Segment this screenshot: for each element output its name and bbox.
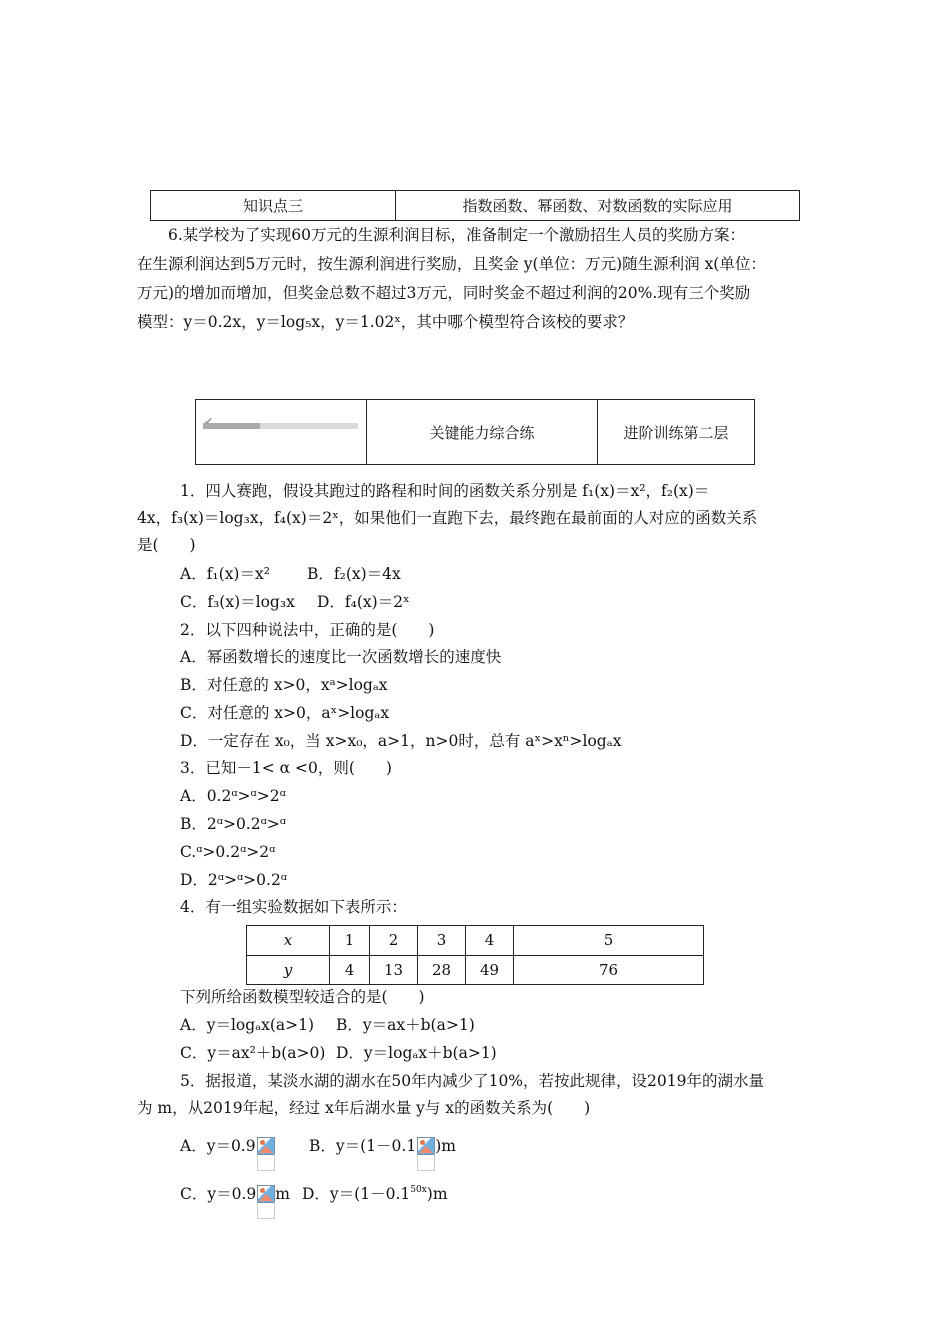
section-title: 关键能力综合练 bbox=[367, 400, 598, 465]
table-cell: 2 bbox=[370, 926, 418, 956]
q2-stem: 2．以下四种说法中，正确的是( ) bbox=[180, 621, 435, 639]
q2-option-a: A．幂函数增长的速度比一次函数增长的速度快 bbox=[180, 648, 502, 666]
problem6-line4: 模型：y＝0.2x，y＝log₅x，y＝1.02ˣ，其中哪个模型符合该校的要求？ bbox=[137, 313, 634, 331]
q5-option-d-exponent: 50x bbox=[410, 1185, 427, 1195]
table-row bbox=[247, 955, 704, 985]
problem6-line1: 6.某学校为了实现60万元的生源利润目标，准备制定一个激励招生人员的奖励方案： bbox=[168, 226, 746, 244]
broken-image-icon bbox=[417, 1137, 435, 1171]
table-cell: 4 bbox=[466, 926, 514, 956]
table-cell: 49 bbox=[466, 955, 514, 985]
table-cell: 1 bbox=[330, 926, 370, 956]
q5-option-d bbox=[302, 1184, 448, 1204]
q5-option-c bbox=[180, 1184, 290, 1219]
q5-option-c-text: C．y＝0.9 bbox=[180, 1185, 257, 1203]
q5-option-d-text: D．y＝(1－0.1 bbox=[302, 1185, 411, 1203]
q3-option-c: C.ᵅ>0.2ᵅ>2ᵅ bbox=[180, 843, 276, 861]
q5-line1: 5．据报道，某淡水湖的湖水在50年内减少了10%，若按此规律，设2019年的湖水量 bbox=[180, 1072, 764, 1090]
q4-data-table bbox=[246, 925, 704, 985]
section-level: 进阶训练第二层 bbox=[598, 400, 755, 465]
q3-option-a: A．0.2ᵅ>ᵅ>2ᵅ bbox=[180, 787, 286, 805]
practice-banner-table bbox=[195, 399, 755, 465]
q2-option-c: C．对任意的 x>0，aˣ>logₐx bbox=[180, 704, 390, 722]
q1-line2: 4x，f₃(x)＝log₃x，f₄(x)＝2ˣ，如果他们一直跑下去，最终跑在最前面的人对应的函数关系 bbox=[137, 509, 758, 527]
knowledge-point-table bbox=[150, 190, 800, 221]
broken-image-icon bbox=[257, 1185, 275, 1219]
table-cell: 28 bbox=[418, 955, 466, 985]
table-header-y: y bbox=[247, 955, 330, 985]
q2-option-b: B．对任意的 x>0，xᵃ>logₐx bbox=[180, 676, 388, 694]
q4-option-a: A．y＝logₐx(a>1) bbox=[180, 1016, 315, 1034]
q3-option-b: B．2ᵅ>0.2ᵅ>ᵅ bbox=[180, 815, 286, 833]
progress-bar bbox=[203, 423, 358, 429]
table-cell: 5 bbox=[514, 926, 704, 956]
knowledge-point-label: 知识点三 bbox=[151, 191, 396, 221]
q5-option-b bbox=[309, 1136, 456, 1171]
q5-option-a-text: A．y＝0.9 bbox=[180, 1137, 256, 1155]
q4-option-d: D．y＝logₐx＋b(a>1) bbox=[336, 1044, 497, 1062]
table-cell: 3 bbox=[418, 926, 466, 956]
q3-option-d: D．2ᵅ>ᵅ>0.2ᵅ bbox=[180, 871, 288, 889]
q1-option-d: D．f₄(x)＝2ˣ bbox=[317, 593, 410, 611]
q5-option-b-suffix: )m bbox=[435, 1137, 456, 1155]
progress-cell bbox=[196, 400, 367, 465]
q1-option-b: B．f₂(x)＝4x bbox=[307, 565, 401, 583]
q1-line1: 1．四人赛跑，假设其跑过的路程和时间的函数关系分别是 f₁(x)＝x²，f₂(x)＝ bbox=[180, 482, 710, 500]
q5-option-d-suffix: )m bbox=[426, 1185, 448, 1203]
q4-question: 下列所给函数模型较适合的是( ) bbox=[180, 988, 425, 1006]
problem6-line2: 在生源利润达到5万元时，按生源利润进行奖励，且奖金 y(单位：万元)随生源利润 x(单位： bbox=[137, 255, 766, 273]
problem6-line3: 万元)的增加而增加，但奖金总数不超过3万元，同时奖金不超过利润的20%.现有三个奖励 bbox=[137, 284, 751, 302]
table-row bbox=[247, 926, 704, 956]
check-icon: ✔ bbox=[204, 415, 214, 428]
q5-option-c-suffix: m bbox=[275, 1185, 290, 1203]
q4-option-b: B．y＝ax＋b(a>1) bbox=[336, 1016, 475, 1034]
knowledge-point-topic: 指数函数、幂函数、对数函数的实际应用 bbox=[396, 191, 800, 221]
table-cell: 4 bbox=[330, 955, 370, 985]
q1-line3: 是( ) bbox=[137, 536, 196, 554]
table-cell: 13 bbox=[370, 955, 418, 985]
q4-stem: 4．有一组实验数据如下表所示： bbox=[180, 898, 407, 916]
q5-option-a bbox=[180, 1136, 275, 1171]
broken-image-icon bbox=[257, 1137, 275, 1171]
q3-stem: 3．已知－1< α <0，则( ) bbox=[180, 759, 392, 777]
q2-option-d: D．一定存在 x₀，当 x>x₀，a>1，n>0时，总有 aˣ>xⁿ>logₐx bbox=[180, 732, 622, 750]
q1-option-c: C．f₃(x)＝log₃x bbox=[180, 593, 295, 611]
q1-option-a: A．f₁(x)＝x² bbox=[180, 565, 270, 583]
q4-option-c: C．y＝ax²＋b(a>0) bbox=[180, 1044, 326, 1062]
table-cell: 76 bbox=[514, 955, 704, 985]
q5-option-b-text: B．y＝(1－0.1 bbox=[309, 1137, 417, 1155]
q5-line2: 为 m，从2019年起，经过 x年后湖水量 y与 x的函数关系为( ) bbox=[137, 1099, 591, 1117]
table-header-x: x bbox=[247, 926, 330, 956]
